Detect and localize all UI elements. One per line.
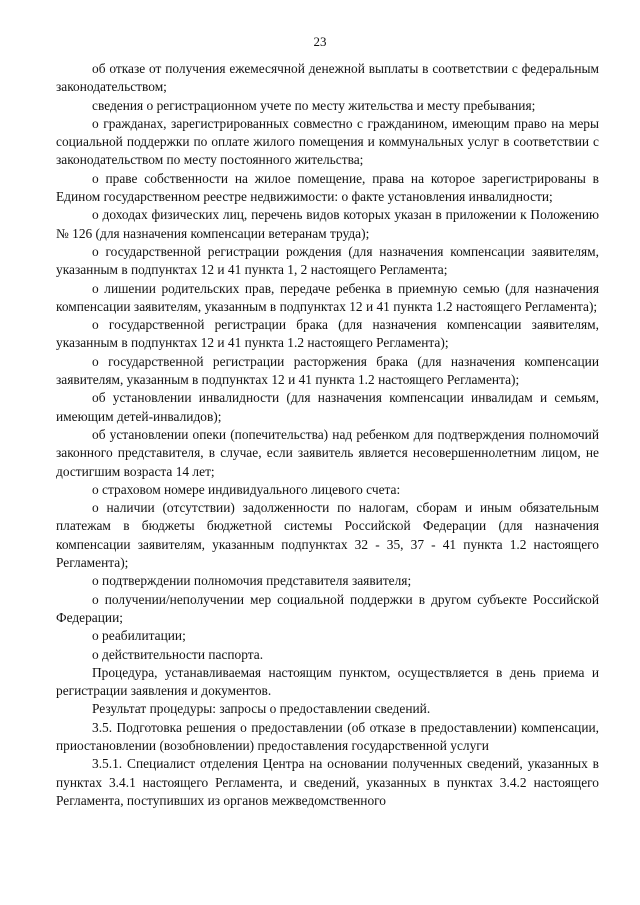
paragraph: 3.5.1. Специалист отделения Центра на основании полученных сведений, указанных в пунктах 3.4.1 настоящего Регламента, и сведений, указанных в пунктах 3.4.2 настоящего Регламента, поступивших из органов межведомственного <box>56 756 599 808</box>
paragraph: об установлении инвалидности (для назначения компенсации инвалидам и семьям, имеющим детей-инвалидов); <box>56 390 599 424</box>
paragraph: о страховом номере индивидуального лицевого счета: <box>92 481 401 497</box>
paragraph: об отказе от получения ежемесячной денежной выплаты в соответствии с федеральным законодательством; <box>56 61 599 95</box>
paragraph: о получении/неполучении мер социальной поддержки в другом субъекте Российской Федерации; <box>56 591 599 625</box>
paragraph: о действительности паспорта. <box>92 646 264 662</box>
paragraph: о наличии (отсутствии) задолженности по налогам, сборам и иным обязательным платежам в бюджеты бюджетной системы Российской Федерации (для назначения компенсации заявителям, указанным подпунктах 32 - 35, 37 - 41 пункта 1.2 настоящего Регламента); <box>56 500 599 571</box>
paragraph: о государственной регистрации рождения (для назначения компенсации заявителям, указанным в подпунктах 12 и 41 пункта 1, 2 настоящего Регламента; <box>56 243 599 278</box>
paragraph: о государственной регистрации брака (для назначения компенсации заявителям, указанным в подпунктах 12 и 41 пункта 1.2 настоящего Регламента); <box>56 317 599 351</box>
paragraph: о доходах физических лиц, перечень видов которых указан в приложении к Положению № 126 (для назначения компенсации ветеранам труда); <box>56 207 599 241</box>
page-number: 23 <box>313 34 327 49</box>
paragraph: Результат процедуры: запросы о предоставлении сведений. <box>92 701 431 717</box>
paragraph: о реабилитации; <box>92 628 186 644</box>
paragraph: об установлении опеки (попечительства) над ребенком для подтверждения полномочий законного представителя, в случае, если заявитель является несовершеннолетним лицом, не достигшим возраста 14 лет; <box>56 426 599 479</box>
paragraph: о праве собственности на жилое помещение, права на которое зарегистрированы в Едином государственном реестре недвижимости: о факте установления инвалидности; <box>56 170 599 205</box>
paragraph: о подтверждении полномочия представителя заявителя; <box>92 573 412 589</box>
paragraph: сведения о регистрационном учете по месту жительства и месту пребывания; <box>92 97 536 113</box>
paragraph: Процедура, устанавливаемая настоящим пунктом, осуществляется в день приема и регистрации заявления и документов. <box>56 664 599 699</box>
document-body <box>56 60 599 810</box>
paragraph: 3.5. Подготовка решения о предоставлении (об отказе в предоставлении) компенсации, приостановлении (возобновлении) предоставления государственной услуги <box>56 719 599 753</box>
paragraph: о государственной регистрации расторжения брака (для назначения компенсации заявителям, указанным в подпунктах 12 и 41 пункта 1.2 настоящего Регламента); <box>56 353 599 388</box>
paragraph: о лишении родительских прав, передаче ребенка в приемную семью (для назначения компенсации заявителям, указанным в подпунктах 12 и 41 пункта 1.2 настоящего Регламента); <box>56 280 599 314</box>
paragraph: о гражданах, зарегистрированных совместно с гражданином, имеющим право на меры социальной поддержки по оплате жилого помещения и коммунальных услуг в соответствии с законодательством по месту постоянного жительства; <box>56 115 599 168</box>
